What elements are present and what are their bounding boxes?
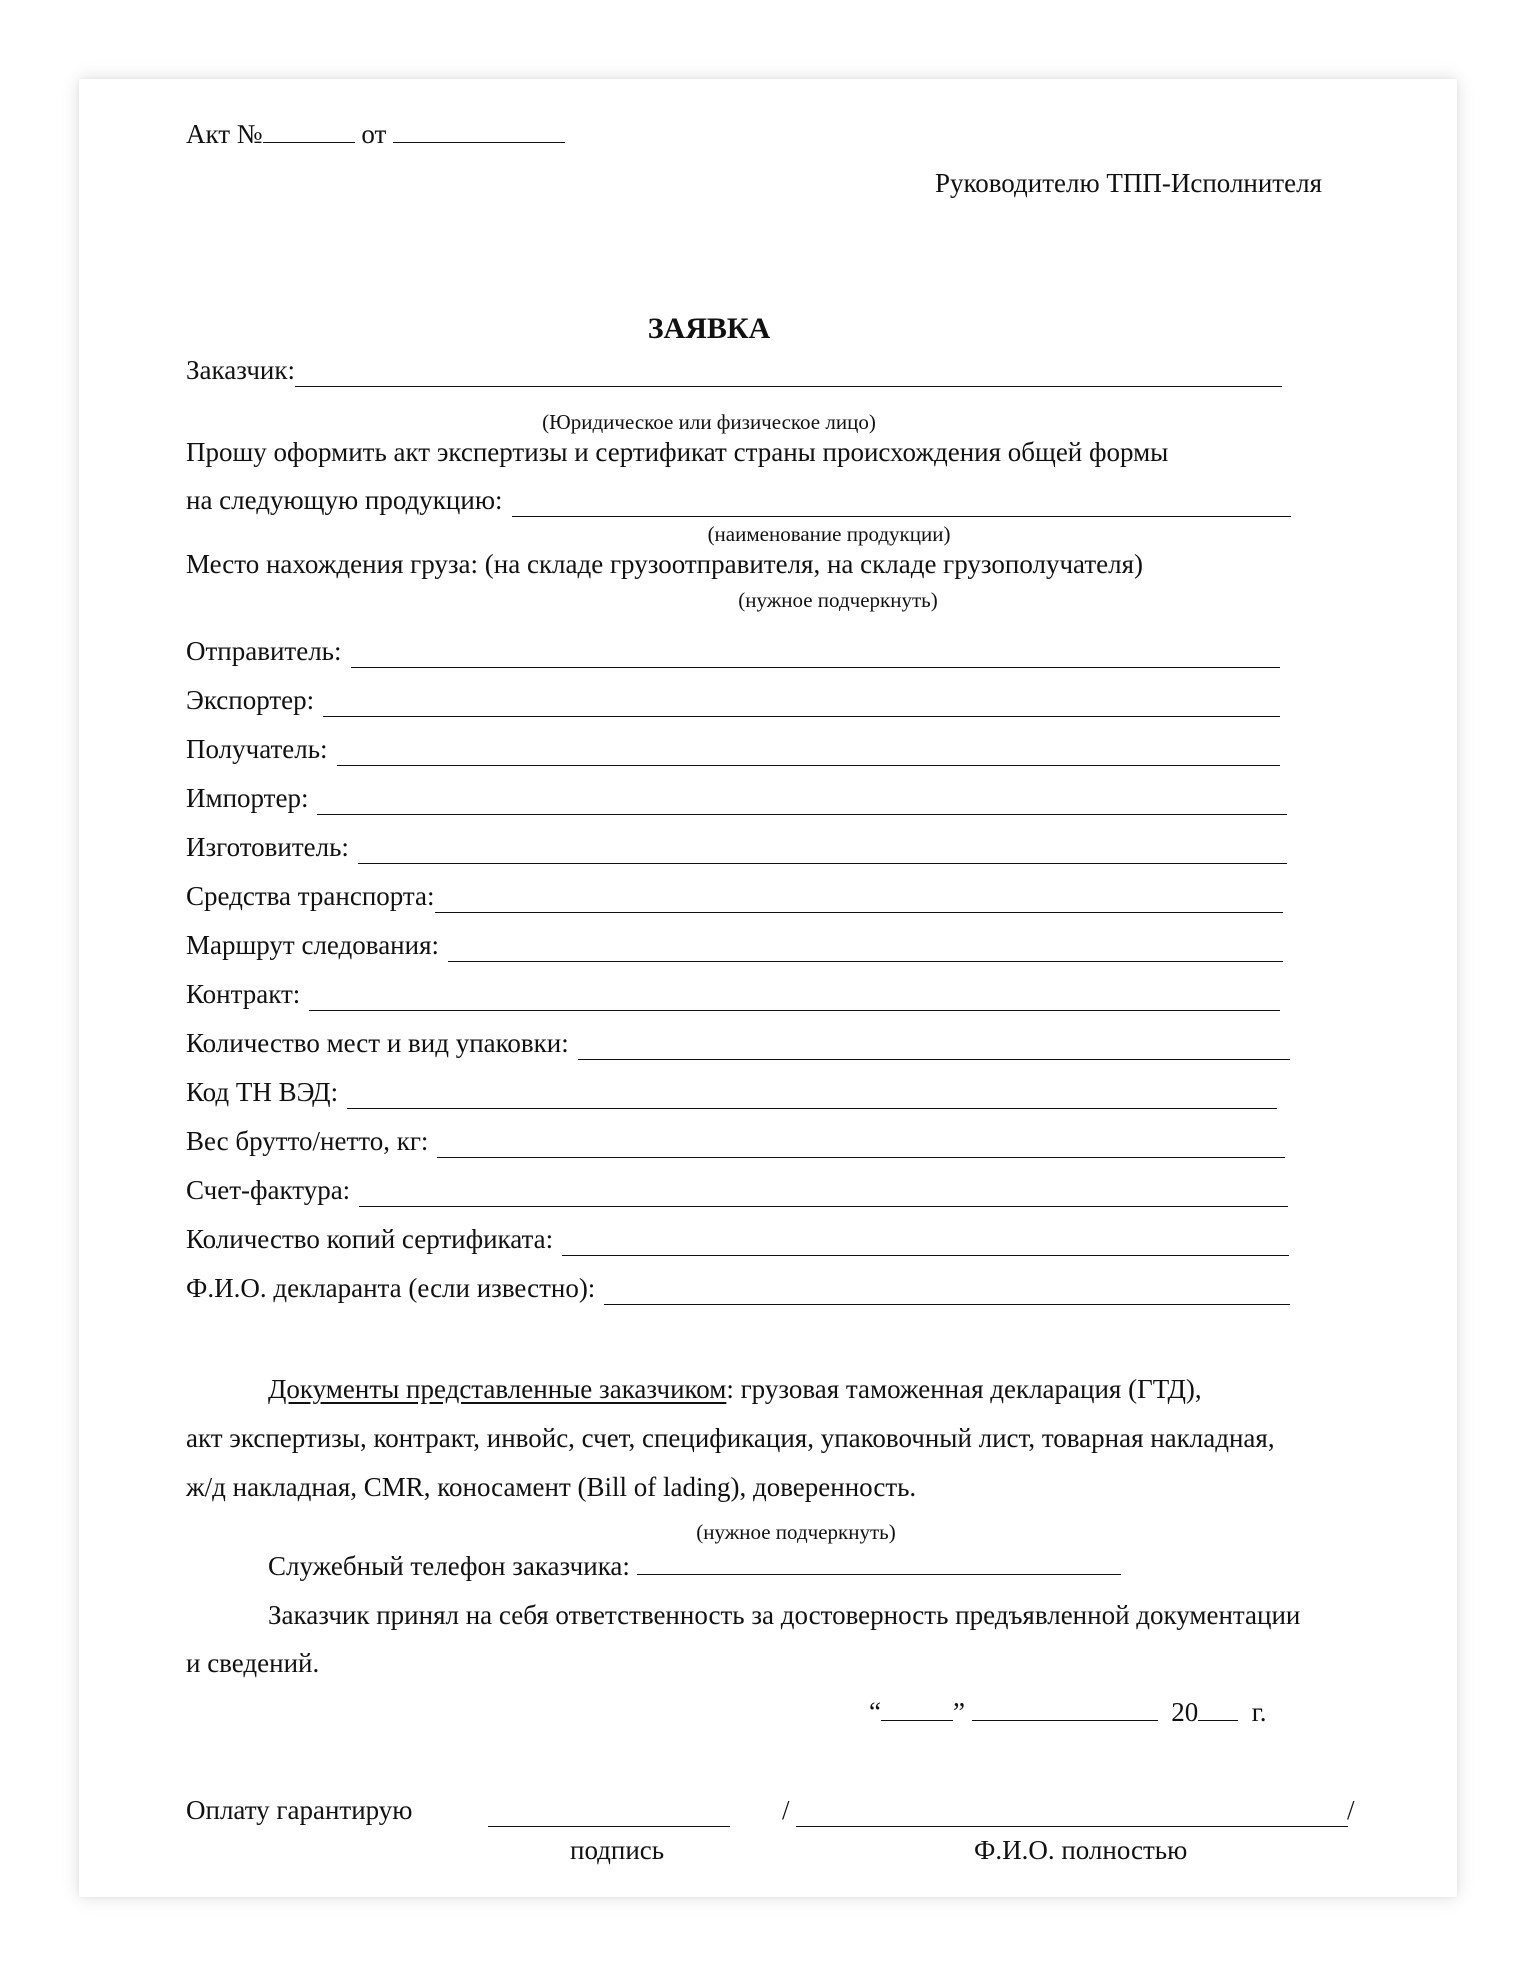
product-field bbox=[186, 483, 1291, 517]
responsibility-line-2: и сведений. bbox=[186, 1648, 320, 1678]
date-line bbox=[869, 1695, 1267, 1729]
field-blank bbox=[437, 1131, 1285, 1158]
date-close-quote: ” bbox=[952, 1697, 965, 1727]
field-blank bbox=[604, 1278, 1290, 1305]
act-date-blank bbox=[393, 117, 565, 143]
field-label: Контракт: bbox=[186, 979, 301, 1009]
act-number-blank bbox=[263, 117, 355, 143]
field-blank bbox=[347, 1082, 1277, 1109]
recipient-line: Руководителю ТПП-Исполнителя bbox=[934, 168, 1322, 198]
field-blank bbox=[351, 641, 1280, 668]
field-blank bbox=[578, 1033, 1290, 1060]
customer-blank bbox=[295, 360, 1282, 387]
field-importer bbox=[186, 781, 1287, 815]
field-blank bbox=[359, 1180, 1288, 1207]
phone-label: Служебный телефон заказчика: bbox=[268, 1551, 630, 1581]
field-blank bbox=[323, 690, 1280, 717]
field-blank bbox=[562, 1229, 1289, 1256]
full-name-hint: Ф.И.О. полностью bbox=[974, 1835, 1188, 1865]
field-invoice bbox=[186, 1173, 1288, 1207]
signature-blank bbox=[488, 1798, 730, 1827]
field-route bbox=[186, 928, 1283, 962]
signature-hint: подпись bbox=[570, 1835, 665, 1865]
field-label: Изготовитель: bbox=[186, 832, 349, 862]
act-from-label: от bbox=[361, 119, 387, 149]
field-label: Количество копий сертификата: bbox=[186, 1224, 554, 1254]
customer-hint: (Юридическое или физическое лицо) bbox=[542, 410, 876, 434]
cargo-location-line: Место нахождения груза: (на складе грузоотправителя, на складе грузополучателя) bbox=[186, 549, 1143, 579]
field-label: Счет-фактура: bbox=[186, 1175, 351, 1205]
date-day-blank bbox=[881, 1695, 953, 1721]
field-copies bbox=[186, 1222, 1289, 1256]
responsibility-line-1: Заказчик принял на себя ответственность за достоверность предъявленной документации bbox=[268, 1600, 1301, 1630]
field-label: Вес брутто/нетто, кг: bbox=[186, 1126, 429, 1156]
date-year-prefix: 20 bbox=[1171, 1697, 1199, 1727]
documents-line-1-rest: : грузовая таможенная декларация (ГТД), bbox=[726, 1374, 1202, 1404]
field-label: Получатель: bbox=[186, 734, 328, 764]
field-hs-code bbox=[186, 1075, 1277, 1109]
date-month-blank bbox=[972, 1695, 1158, 1721]
field-label: Код ТН ВЭД: bbox=[186, 1077, 339, 1107]
product-label: на следующую продукцию: bbox=[186, 485, 503, 515]
field-blank bbox=[358, 837, 1287, 864]
field-label: Отправитель: bbox=[186, 636, 342, 666]
field-packages bbox=[186, 1026, 1290, 1060]
document-title: ЗАЯВКА bbox=[647, 312, 771, 345]
field-label: Средства транспорта: bbox=[186, 881, 435, 911]
field-receiver bbox=[186, 732, 1280, 766]
field-declarant bbox=[186, 1271, 1290, 1305]
field-weight bbox=[186, 1124, 1285, 1158]
field-blank bbox=[309, 984, 1280, 1011]
phone-line bbox=[268, 1549, 1121, 1583]
full-name-blank bbox=[796, 1798, 1348, 1827]
product-hint: (наименование продукции) bbox=[707, 522, 951, 546]
document-sheet bbox=[79, 79, 1457, 1897]
request-line-1: Прошу оформить акт экспертизы и сертификат страны происхождения общей формы bbox=[186, 437, 1169, 467]
customer-field bbox=[186, 353, 1282, 387]
field-label: Количество мест и вид упаковки: bbox=[186, 1028, 569, 1058]
act-label: Акт № bbox=[186, 119, 263, 149]
field-label: Экспортер: bbox=[186, 685, 315, 715]
date-open-quote: “ bbox=[869, 1697, 881, 1727]
phone-blank bbox=[637, 1549, 1121, 1575]
signature-slash-left: / bbox=[782, 1795, 790, 1825]
date-year-blank bbox=[1198, 1695, 1238, 1721]
date-year-suffix: г. bbox=[1251, 1697, 1267, 1727]
field-label: Импортер: bbox=[186, 783, 309, 813]
documents-heading: Документы представленные заказчиком bbox=[268, 1374, 727, 1404]
documents-line-2: акт экспертизы, контракт, инвойс, счет, спецификация, упаковочный лист, товарная накладная, bbox=[186, 1423, 1275, 1453]
cargo-hint: (нужное подчеркнуть) bbox=[738, 588, 938, 612]
field-label: Маршрут следования: bbox=[186, 930, 439, 960]
field-blank bbox=[317, 788, 1287, 815]
documents-hint: (нужное подчеркнуть) bbox=[696, 1520, 896, 1544]
payment-guarantee-label: Оплату гарантирую bbox=[186, 1795, 413, 1825]
field-manufacturer bbox=[186, 830, 1287, 864]
field-transport bbox=[186, 879, 1283, 913]
field-label: Ф.И.О. декларанта (если известно): bbox=[186, 1273, 596, 1303]
customer-label: Заказчик: bbox=[186, 355, 295, 385]
field-contract bbox=[186, 977, 1280, 1011]
field-exporter bbox=[186, 683, 1280, 717]
field-blank bbox=[448, 935, 1283, 962]
documents-line-3: ж/д накладная, CMR, коносамент (Bill of lading), доверенность. bbox=[186, 1472, 917, 1502]
signature-slash-right: / bbox=[1347, 1795, 1355, 1825]
act-number-line bbox=[186, 117, 565, 151]
product-blank bbox=[512, 490, 1292, 517]
documents-line-1 bbox=[268, 1372, 1202, 1406]
field-blank bbox=[435, 886, 1283, 913]
field-sender bbox=[186, 634, 1280, 668]
field-blank bbox=[337, 739, 1280, 766]
